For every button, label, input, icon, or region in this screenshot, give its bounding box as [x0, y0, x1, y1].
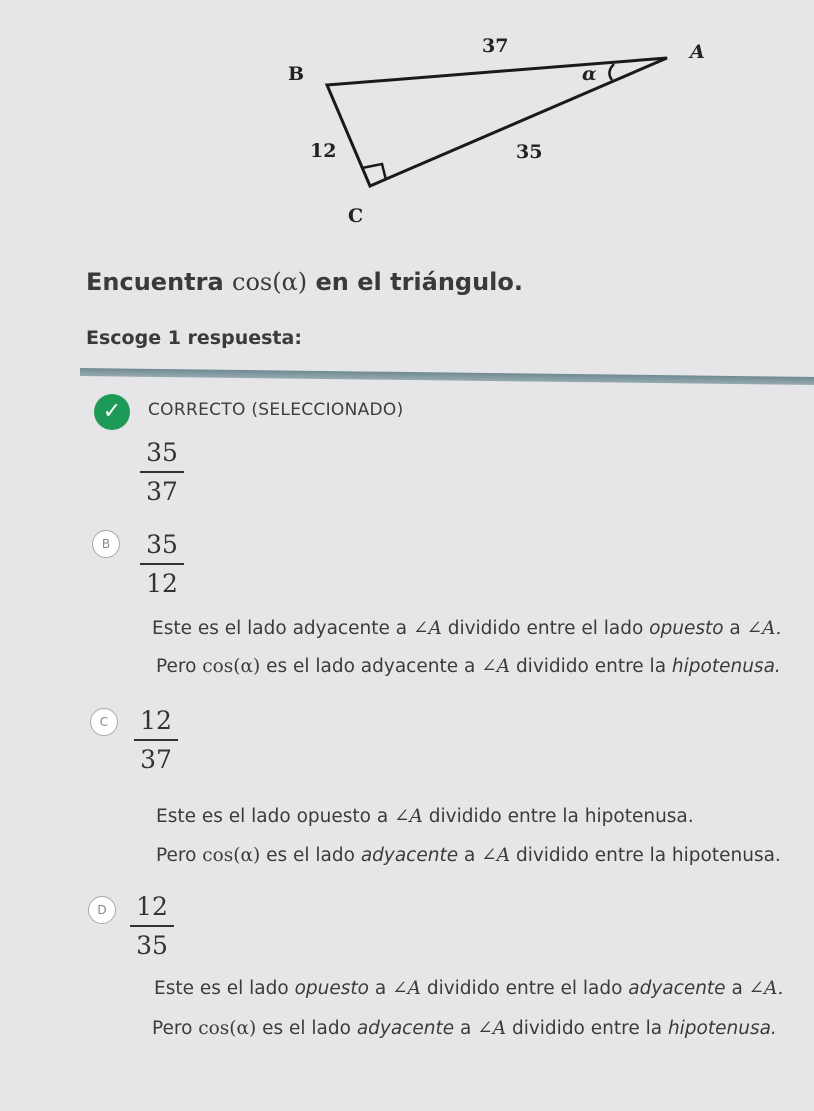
question-text-before: Encuentra [86, 268, 233, 296]
angle-alpha-label: α [582, 63, 597, 85]
vertex-a-label: A [690, 41, 705, 63]
triangle-figure [0, 0, 814, 240]
angle-alpha-arc [609, 64, 614, 80]
correct-check-icon[interactable]: ✓ [94, 394, 130, 430]
choice-c-denominator: 37 [140, 745, 172, 774]
vertex-c-label: C [348, 205, 364, 227]
correct-status-label: CORRECTO (SELECCIONADO) [148, 400, 404, 420]
triangle-shape [327, 58, 667, 186]
choice-d-explanation-1: Este es el lado opuesto a ∠A dividido entre el lado adyacente a ∠A. [154, 978, 784, 999]
choice-d-fraction[interactable] [128, 892, 176, 960]
choice-a-numerator: 35 [146, 438, 178, 467]
divider [80, 368, 814, 385]
question-math: cos(α) [232, 268, 308, 296]
choice-b-explanation-1: Este es el lado adyacente a ∠A dividido entre el lado opuesto a ∠A. [152, 618, 782, 639]
side-bc-label: 12 [310, 140, 337, 162]
choice-a-denominator: 37 [146, 477, 178, 506]
question-text-after: en el triángulo. [307, 268, 524, 296]
choice-d-denominator: 35 [136, 931, 168, 960]
vertex-b-label: B [288, 63, 305, 85]
side-ab-label: 37 [482, 35, 509, 57]
question-text [86, 268, 523, 296]
choice-b-explanation-2: Pero cos(α) es el lado adyacente a ∠A dividido entre la hipotenusa. [156, 656, 781, 677]
side-ca-label: 35 [516, 141, 543, 163]
answer-prompt: Escoge 1 respuesta: [86, 327, 302, 349]
fraction-bar [140, 471, 184, 473]
choice-d-numerator: 12 [136, 892, 168, 921]
choice-d-explanation-2: Pero cos(α) es el lado adyacente a ∠A dividido entre la hipotenusa. [152, 1018, 777, 1039]
choice-c-fraction[interactable] [132, 706, 180, 774]
choice-b-denominator: 12 [146, 569, 178, 598]
choice-c-explanation-2: Pero cos(α) es el lado adyacente a ∠A dividido entre la hipotenusa. [156, 845, 781, 866]
choice-c-numerator: 12 [140, 706, 172, 735]
choice-c-explanation-1: Este es el lado opuesto a ∠A dividido entre la hipotenusa. [156, 806, 694, 827]
fraction-bar [140, 563, 184, 565]
choice-b-radio[interactable]: B [92, 530, 120, 558]
choice-d-radio[interactable]: D [88, 896, 116, 924]
fraction-bar [130, 925, 174, 927]
choice-c-radio[interactable]: C [90, 708, 118, 736]
choice-b-fraction[interactable] [138, 530, 186, 598]
fraction-bar [134, 739, 178, 741]
choice-b-numerator: 35 [146, 530, 178, 559]
choice-a-fraction[interactable] [138, 438, 186, 506]
